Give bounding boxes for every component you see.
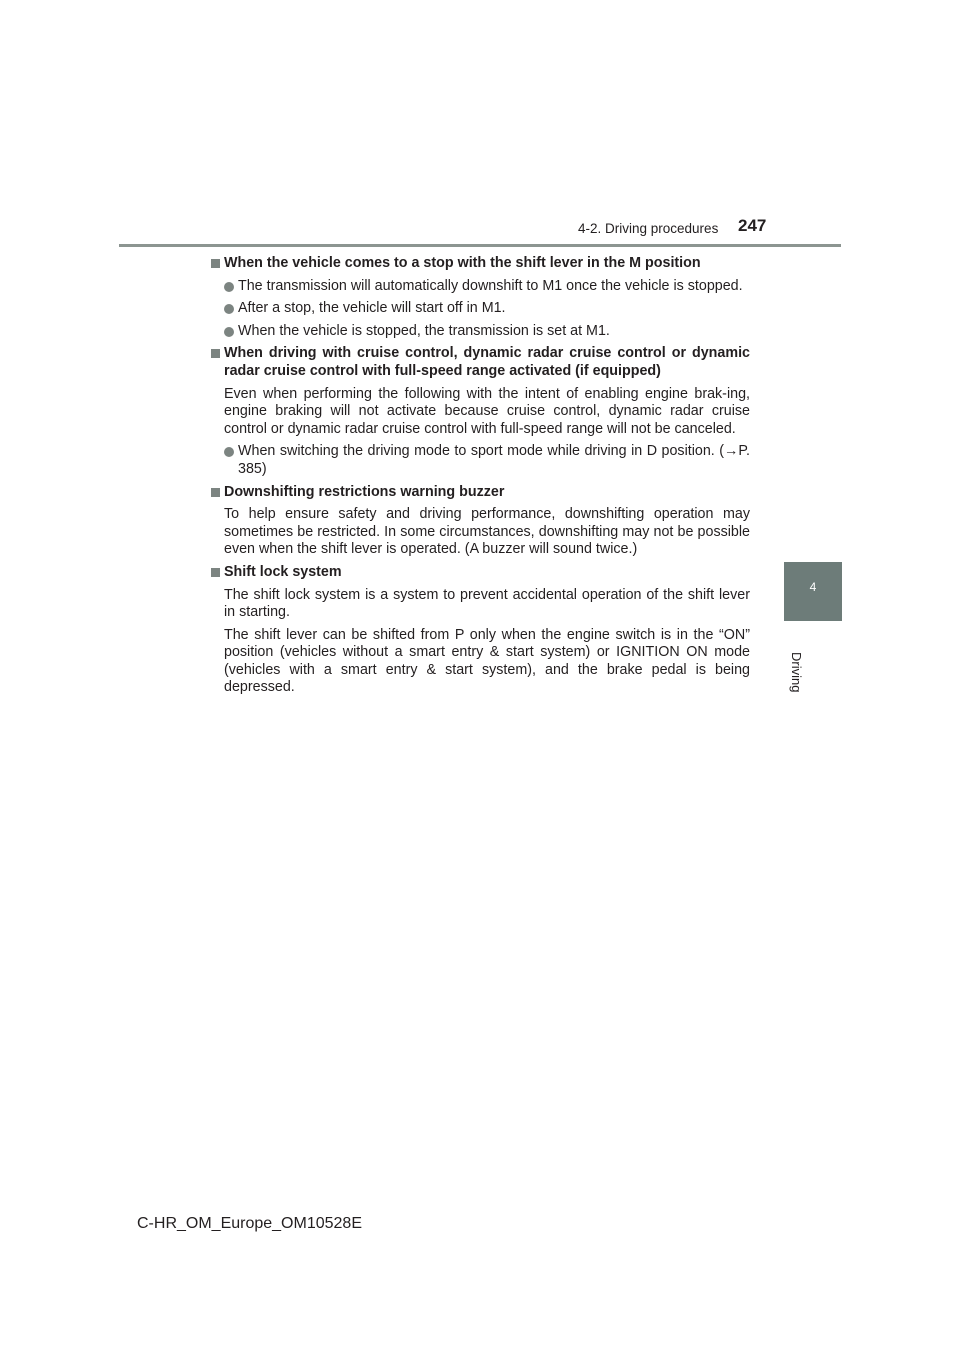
- section-title: 4-2. Driving procedures: [578, 221, 719, 236]
- document-code: C-HR_OM_Europe_OM10528E: [137, 1215, 362, 1232]
- list-item: [210, 443, 750, 478]
- chapter-number: 4: [809, 580, 817, 594]
- circle-bullet-icon: [224, 327, 234, 337]
- page-content: [210, 255, 750, 697]
- square-bullet-icon: [211, 568, 220, 577]
- section-heading: [210, 345, 750, 380]
- section-heading: [210, 255, 750, 273]
- list-item: [210, 323, 750, 341]
- header-divider: [119, 244, 841, 247]
- list-item-text: After a stop, the vehicle will start off in M1.: [238, 300, 506, 317]
- list-item-text: When switching the driving mode to sport mode while driving in D position. (→P. 385): [238, 443, 750, 477]
- list-item-text: The transmission will automatically downshift to M1 once the vehicle is stopped.: [238, 277, 743, 294]
- heading-text: Downshifting restrictions warning buzzer: [224, 483, 505, 500]
- page-number: 247: [738, 216, 767, 235]
- heading-text: When the vehicle comes to a stop with the shift lever in the M position: [224, 255, 701, 271]
- heading-text: When driving with cruise control, dynamic radar cruise control or dynamic radar cruise control with full-speed range activated (if equipped): [224, 345, 750, 379]
- list-item: [210, 278, 750, 296]
- paragraph: Even when performing the following with the intent of enabling engine brak-ing, engine braking will not activate because cruise control, dynamic radar cruise control or dynamic radar cruise control with full-speed range will not be canceled.: [224, 385, 750, 437]
- square-bullet-icon: [211, 259, 220, 268]
- circle-bullet-icon: [224, 447, 234, 457]
- circle-bullet-icon: [224, 282, 234, 292]
- section-heading: [210, 484, 750, 502]
- circle-bullet-icon: [224, 304, 234, 314]
- list-item: [210, 300, 750, 318]
- paragraph: To help ensure safety and driving performance, downshifting operation may sometimes be restricted. In some circumstances, downshifting may not be possible even when the shift lever is operated. (A buzzer will sound twice.): [224, 506, 750, 558]
- square-bullet-icon: [211, 349, 220, 358]
- paragraph: The shift lever can be shifted from P only when the engine switch is in the “ON” position (vehicles without a smart entry & start system) or IGNITION ON mode (vehicles with a smart entry & start system), and the brake pedal is being depressed.: [224, 626, 750, 696]
- list-item-text: When the vehicle is stopped, the transmission is set at M1.: [238, 322, 610, 339]
- section-heading: [210, 564, 750, 582]
- paragraph: The shift lock system is a system to prevent accidental operation of the shift lever in starting.: [224, 586, 750, 621]
- chapter-label: Driving: [789, 652, 804, 693]
- square-bullet-icon: [211, 488, 220, 497]
- heading-text: Shift lock system: [224, 563, 342, 580]
- chapter-tab: [784, 562, 842, 621]
